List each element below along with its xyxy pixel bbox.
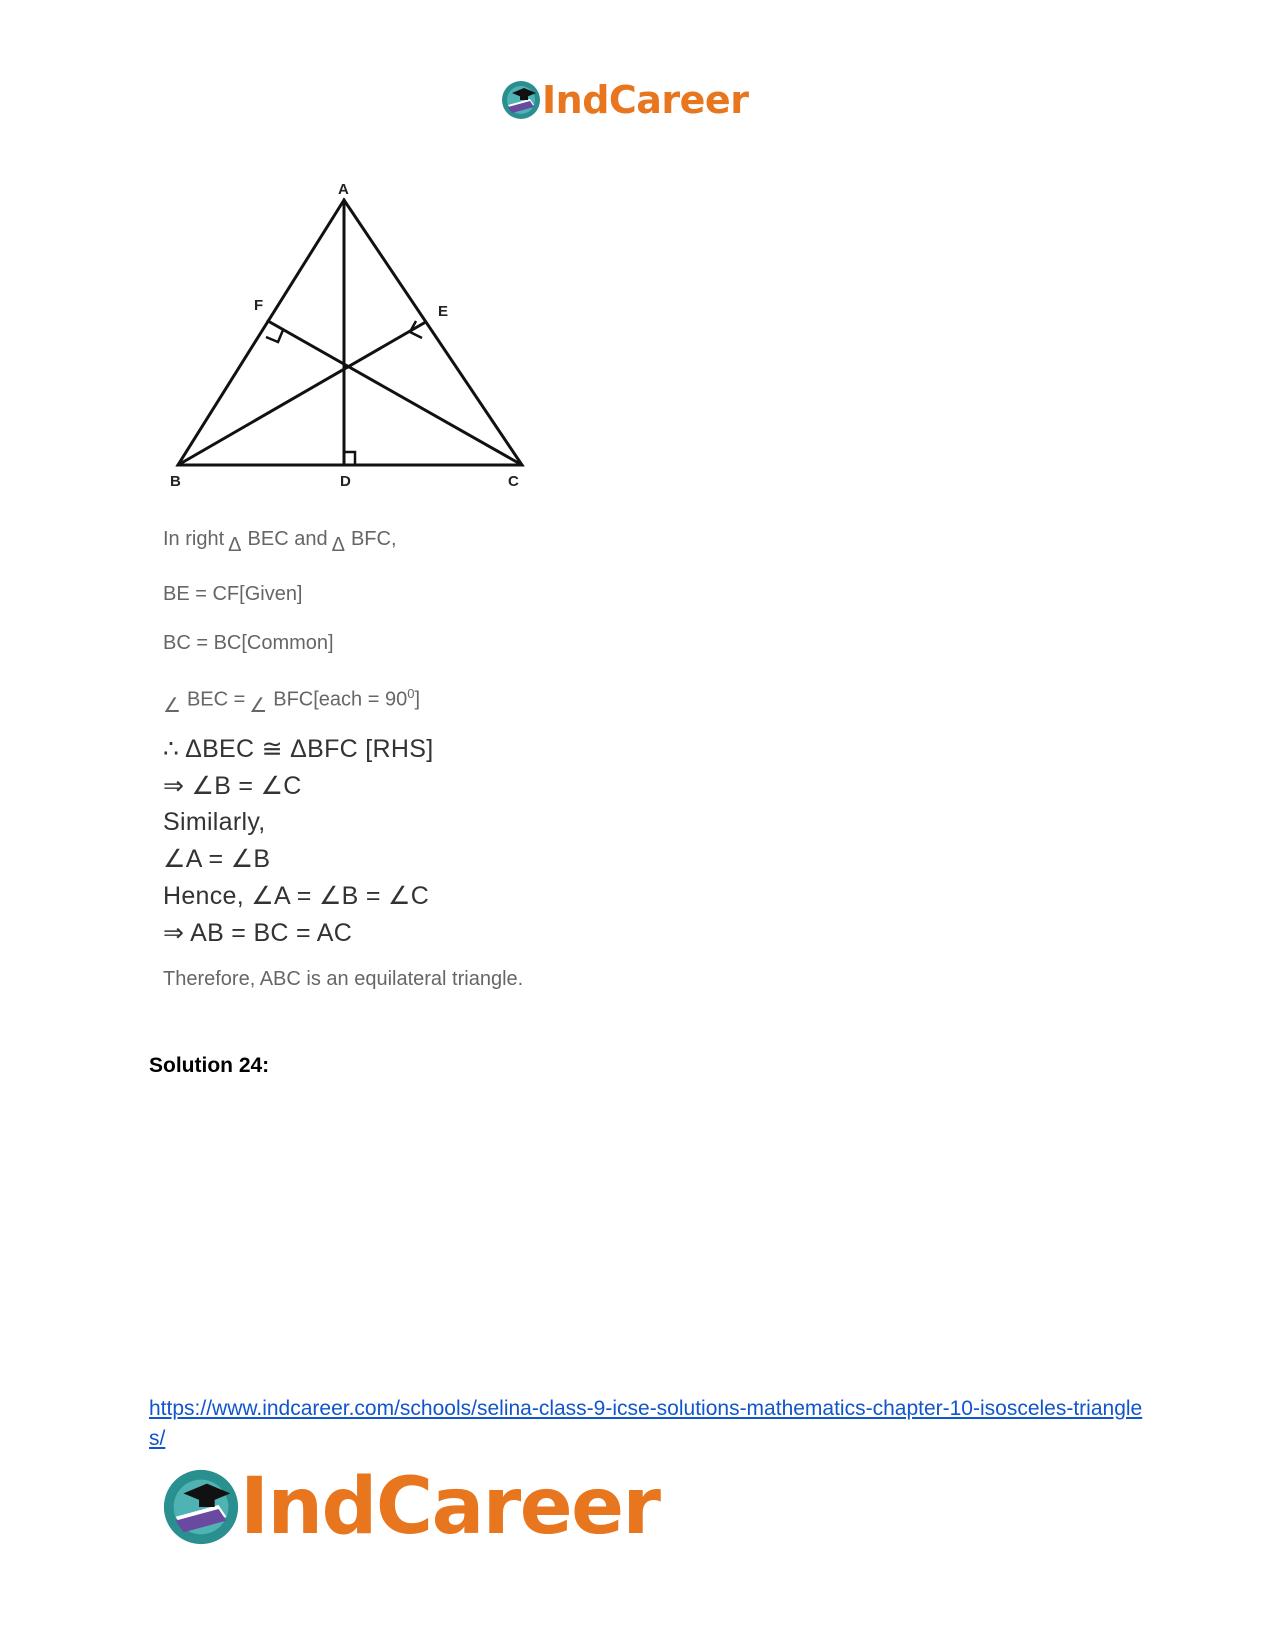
graduation-book-icon (160, 1466, 242, 1548)
vertex-label-c: C (508, 473, 519, 490)
vertex-label-f: F (254, 297, 264, 314)
proof-conclusion: Therefore, ABC is an equilateral triangle. (163, 968, 524, 990)
right-angle-d (344, 452, 355, 465)
graduation-book-icon (500, 79, 542, 121)
proof-line-3: BC = BC[Common] (163, 632, 334, 654)
triangle-figure (170, 180, 550, 500)
indcareer-logo-top (500, 78, 748, 122)
indcareer-logo-bottom (160, 1462, 660, 1552)
solution-heading: Solution 24: (149, 1054, 270, 1077)
proof-step-angles-bc: ⇒ ∠B = ∠C (163, 772, 302, 800)
altitude-cf (268, 321, 522, 465)
proof-step-hence: Hence, ∠A = ∠B = ∠C (163, 882, 430, 910)
vertex-label-d: D (340, 473, 351, 490)
source-link[interactable]: https://www.indcareer.com/schools/selina-class-9-icse-solutions-mathematics-chapter-10-isosceles-triangles/ (149, 1397, 1143, 1450)
proof-step-congruence: ∴ ΔBEC ≅ ΔBFC [RHS] (163, 735, 434, 763)
angle-symbol: ∠ (163, 694, 181, 717)
angle-symbol: ∠ (249, 694, 268, 717)
proof-line-4: ∠ BEC = ∠ BFC[each = $90^0$] (163, 686, 420, 717)
proof-line-1: In right Δ BEC and Δ BFC, (163, 528, 397, 556)
vertex-label-b: B (170, 473, 181, 490)
right-angle-f (266, 330, 283, 342)
proof-line-2: BE = CF[Given] (163, 583, 303, 605)
brand-wordmark: IndCareer (542, 78, 749, 122)
vertex-label-a: A (338, 181, 349, 198)
brand-wordmark: IndCareer (240, 1462, 660, 1552)
proof-step-angles-ab: ∠A = ∠B (163, 845, 271, 873)
proof-step-sides: ⇒ AB = BC = AC (163, 919, 353, 947)
altitude-be (178, 323, 424, 465)
vertex-label-e: E (438, 303, 449, 320)
proof-step-similarly: Similarly, (163, 808, 266, 836)
triangle-abc (178, 200, 522, 465)
triangle-symbol: Δ (331, 534, 345, 556)
triangle-symbol: Δ (228, 534, 242, 556)
